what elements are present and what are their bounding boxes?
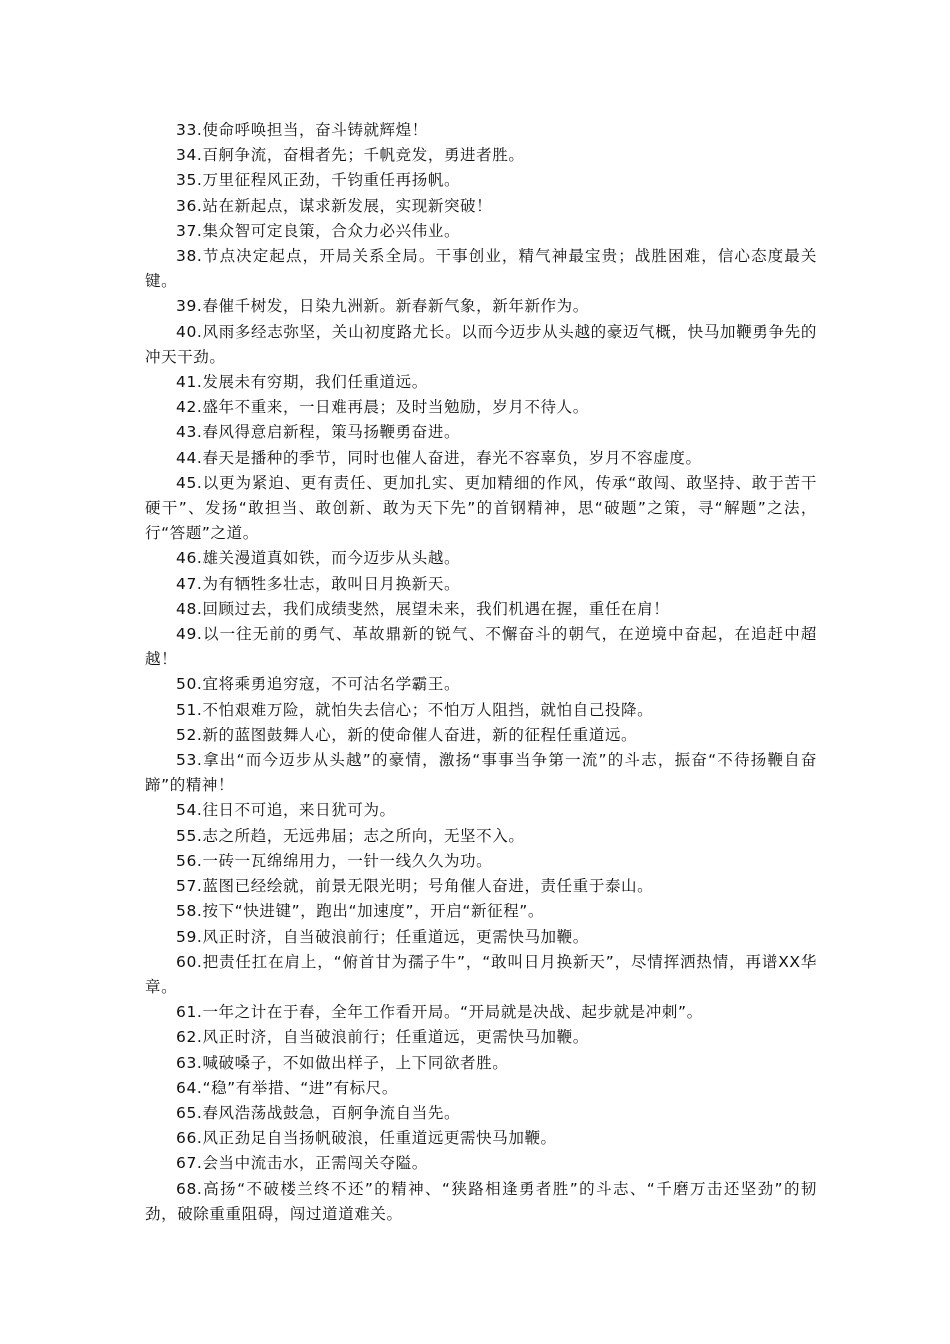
list-item: 44.春天是播种的季节，同时也催人奋进，春光不容辜负，岁月不容虚度。: [176, 448, 702, 467]
list-item: 48.回顾过去，我们成绩斐然，展望未来，我们机遇在握，重任在肩！: [176, 599, 670, 618]
list-item: 61.一年之计在于春，全年工作看开局。“开局就是决战、起步就是冲刺”。: [176, 1003, 703, 1022]
list-item: 38.节点决定起点，开局关系全局。干事创业，精气神最宝贵；战胜困难，信心态度最关键。: [145, 247, 817, 291]
list-item: 42.盛年不重来，一日难再晨；及时当勉励，岁月不待人。: [176, 398, 589, 417]
list-item: 37.集众智可定良策，合众力必兴伟业。: [176, 221, 461, 240]
list-item: 63.喊破嗓子，不如做出样子，上下同欲者胜。: [176, 1053, 509, 1072]
list-item: 68.高扬“不破楼兰终不还”的精神、“狭路相逢勇者胜”的斗志、“千磨万击还坚劲”的韧劲，破除重重阻碍，闯过道道难关。: [145, 1179, 817, 1223]
list-item: 54.往日不可追，来日犹可为。: [176, 801, 396, 820]
list-item: 58.按下“快进键”，跑出“加速度”，开启“新征程”。: [176, 902, 545, 921]
list-item: 65.春风浩荡战鼓急，百舸争流自当先。: [176, 1103, 461, 1122]
list-item: 55.志之所趋，无远弗届；志之所向，无坚不入。: [176, 826, 525, 845]
list-item: 60.把责任扛在肩上，“俯首甘为孺子牛”，“敢叫日月换新天”，尽情挥洒热情，再谱XX华章。: [145, 952, 817, 996]
list-item: 46.雄关漫道真如铁，而今迈步从头越。: [176, 549, 461, 568]
list-item: 41.发展未有穷期，我们任重道远。: [176, 373, 428, 392]
list-item: 53.拿出“而今迈步从头越”的豪情，激扬“事事当争第一流”的斗志，振奋“不待扬鞭自奋蹄”的精神！: [145, 751, 817, 795]
list-item: 67.会当中流击水，正需闯关夺隘。: [176, 1154, 428, 1173]
document-body: [145, 118, 817, 1227]
list-item: 56.一砖一瓦绵绵用力，一针一线久久为功。: [176, 851, 493, 870]
list-item: 35.万里征程风正劲，千钧重任再扬帆。: [176, 171, 461, 190]
list-item: 66.风正劲足自当扬帆破浪，任重道远更需快马加鞭。: [176, 1129, 557, 1148]
list-item: 64.“稳”有举措、“进”有标尺。: [176, 1078, 398, 1097]
list-item: 45.以更为紧迫、更有责任、更加扎实、更加精细的作风，传承“敢闯、敢坚持、敢于苦干硬干”、发扬“敢担当、敢创新、敢为天下先”的首钢精神，思“破题”之策，寻“解题”之法，行“答题”之道。: [145, 473, 817, 543]
list-item: 36.站在新起点，谋求新发展，实现新突破！: [176, 196, 493, 215]
list-item: 57.蓝图已经绘就，前景无限光明；号角催人奋进，责任重于泰山。: [176, 877, 654, 896]
list-item: 47.为有牺牲多壮志，敢叫日月换新天。: [176, 574, 461, 593]
list-item: 59.风正时济，自当破浪前行；任重道远，更需快马加鞭。: [176, 927, 589, 946]
list-item: 51.不怕艰难万险，就怕失去信心；不怕万人阻挡，就怕自己投降。: [176, 700, 654, 719]
list-item: 50.宜将乘勇追穷寇，不可沽名学霸王。: [176, 675, 461, 694]
list-item: 33.使命呼唤担当，奋斗铸就辉煌！: [176, 121, 428, 139]
list-item: 62.风正时济，自当破浪前行；任重道远，更需快马加鞭。: [176, 1028, 589, 1047]
list-item: 43.春风得意启新程，策马扬鞭勇奋进。: [176, 423, 461, 442]
list-item: 49.以一往无前的勇气、革故鼎新的锐气、不懈奋斗的朝气，在逆境中奋起，在追赶中超越！: [145, 625, 817, 669]
list-item: 39.春催千树发，日染九洲新。新春新气象，新年新作为。: [176, 297, 589, 316]
list-item: 40.风雨多经志弥坚，关山初度路尤长。以而今迈步从头越的豪迈气概，快马加鞭勇争先的冲天干劲。: [145, 322, 817, 366]
list-item: 52.新的蓝图鼓舞人心，新的使命催人奋进，新的征程任重道远。: [176, 725, 638, 744]
list-item: 34.百舸争流，奋楫者先；千帆竞发，勇进者胜。: [176, 146, 525, 165]
